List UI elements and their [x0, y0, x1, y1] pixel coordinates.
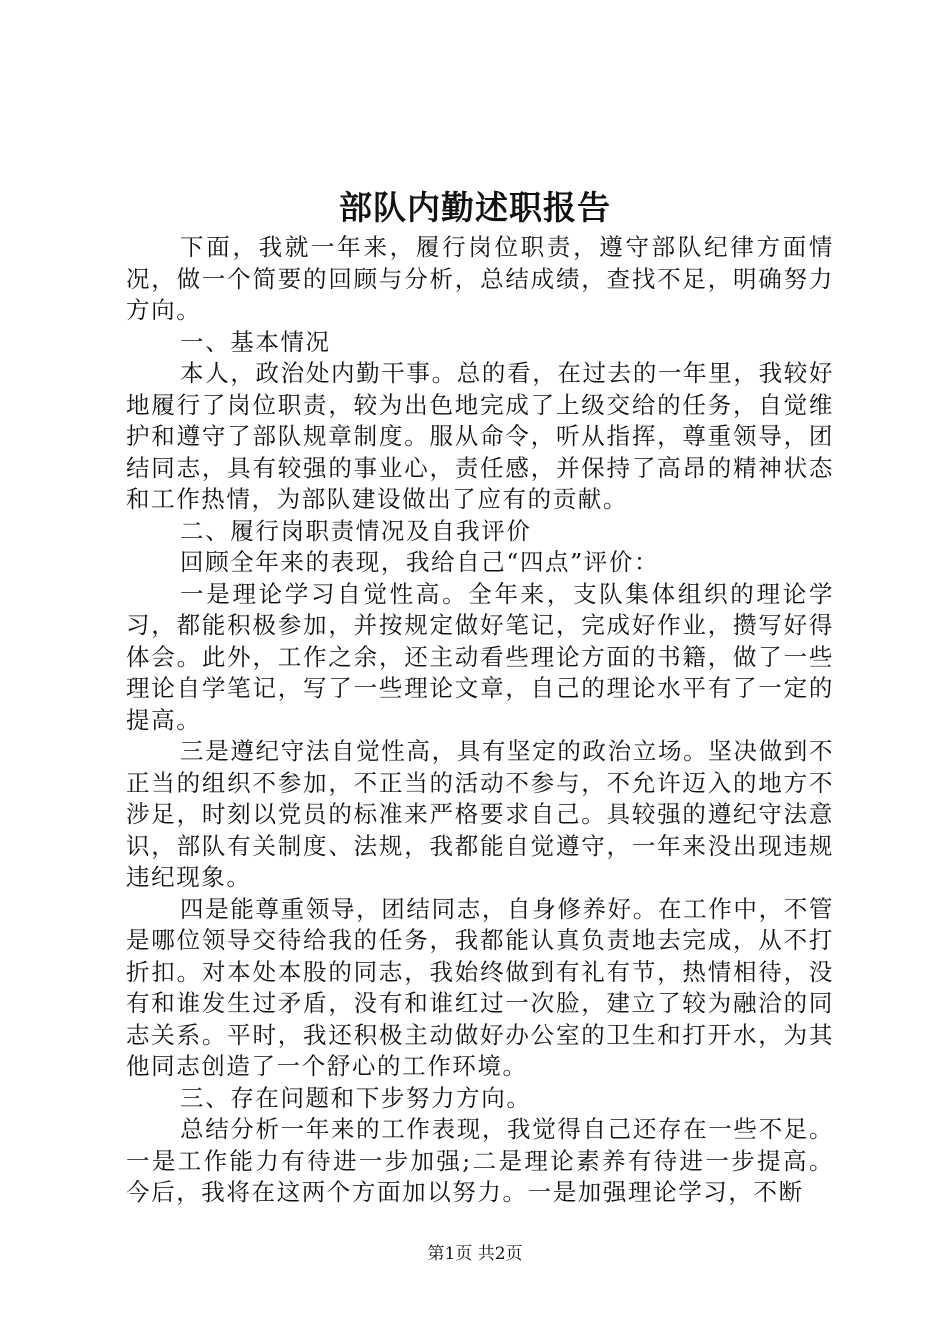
- paragraph-intro: 下面，我就一年来，履行岗位职责，遵守部队纪律方面情况，做一个简要的回顾与分析，总结成绩，查找不足，明确努力方向。: [126, 233, 834, 324]
- section-heading-duties: 二、履行岗职责情况及自我评价: [180, 516, 532, 545]
- paragraph-point-theory: 一是理论学习自觉性高。全年来，支队集体组织的理论学习，都能积极参加，并按规定做好笔记，完成好作业，攒写好得体会。此外，工作之余，还主动看些理论方面的书籍，做了一些理论自学笔记，写了一些理论文章，自己的理论水平有了一定的提高。: [126, 579, 834, 734]
- section-heading-problems: 三、存在问题和下步努力方向。: [180, 1083, 532, 1112]
- document-body: [126, 232, 834, 1209]
- document-title: 部队内勤述职报告: [339, 188, 611, 227]
- paragraph-basic-situation: 本人，政治处内勤干事。总的看，在过去的一年里，我较好地履行了岗位职责，较为出色地完成了上级交给的任务，自觉维护和遵守了部队规章制度。服从命令，听从指挥，尊重领导，团结同志，具有较强的事业心，责任感，并保持了高昂的精神状态和工作热情，为部队建设做出了应有的贡献。: [126, 359, 834, 513]
- paragraph-point-respect: 四是能尊重领导，团结同志，自身修养好。在工作中，不管是哪位领导交待给我的任务，我都能认真负责地去完成，从不打折扣。对本处本股的同志，我始终做到有礼有节，热情相待，没有和谁发生过矛盾，没有和谁红过一次脸，建立了较为融洽的同志关系。平时，我还积极主动做好办公室的卫生和打开水，为其他同志创造了一个舒心的工作环境。: [126, 894, 834, 1080]
- paragraph-problems: 总结分析一年来的工作表现，我觉得自己还存在一些不足。一是工作能力有待进一步加强;二是理论素养有待进一步提高。今后，我将在这两个方面加以努力。一是加强理论学习，不断: [126, 1115, 834, 1206]
- paragraph-point-discipline: 三是遵纪守法自觉性高，具有坚定的政治立场。坚决做到不正当的组织不参加，不正当的活动不参与，不允许迈入的地方不涉足，时刻以党员的标准来严格要求自己。具较强的遵纪守法意识，部队有关制度、法规，我都能自觉遵守，一年来没出现违规违纪现象。: [126, 737, 834, 891]
- page-footer: 第1页 共2页: [427, 1244, 523, 1264]
- paragraph-evaluation-intro: 回顾全年来的表现，我给自己“四点”评价：: [180, 548, 660, 576]
- section-heading-basic: 一、基本情况: [180, 327, 331, 356]
